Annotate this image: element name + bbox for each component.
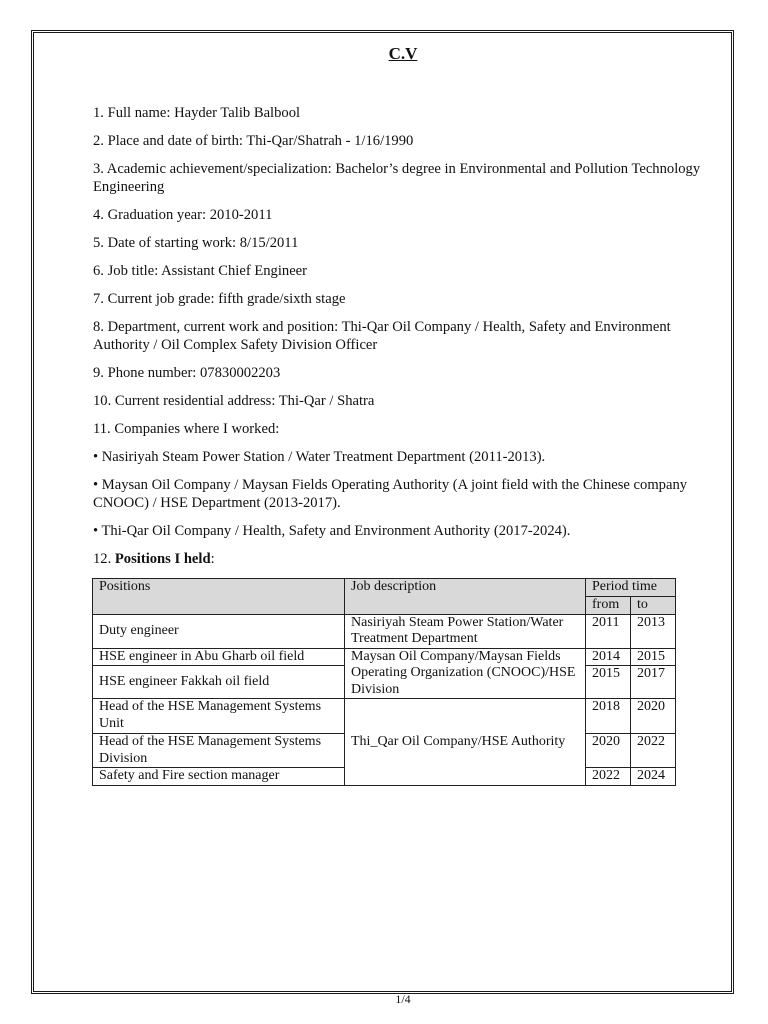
job-description-header: Job description (345, 579, 586, 615)
from-cell: 2011 (586, 614, 631, 648)
birth-item: 2. Place and date of birth: Thi-Qar/Shatrah - 1/16/1990 (93, 133, 414, 149)
companies-heading: 11. Companies where I worked: (93, 421, 280, 437)
position-cell: HSE engineer in Abu Gharb oil field (93, 648, 345, 666)
company-item: • Nasiriyah Steam Power Station / Water Treatment Department (2011-2013). (93, 449, 546, 465)
positions-heading (93, 550, 719, 568)
company-item: • Thi-Qar Oil Company / Health, Safety and Environment Authority (2017-2024). (93, 523, 571, 539)
from-cell: 2022 (586, 768, 631, 786)
from-header: from (586, 596, 631, 614)
phone-item: 9. Phone number: 07830002203 (93, 365, 281, 381)
table-row (93, 648, 676, 666)
position-cell: HSE engineer Fakkah oil field (93, 666, 345, 699)
description-cell: Maysan Oil Company/Maysan Fields Operating Organization (CNOOC)/HSE Division (345, 648, 586, 699)
department-item: 8. Department, current work and position: Thi-Qar Oil Company / Health, Safety and Environment Authority / Oil Complex Safety Division Officer (93, 319, 671, 353)
table-row (93, 699, 676, 734)
to-cell: 2013 (631, 614, 676, 648)
position-cell: Safety and Fire section manager (93, 768, 345, 786)
job-grade-item: 7. Current job grade: fifth grade/sixth stage (93, 291, 346, 307)
position-cell: Duty engineer (93, 614, 345, 648)
full-name-item: 1. Full name: Hayder Talib Balbool (93, 105, 301, 121)
from-cell: 2014 (586, 648, 631, 666)
to-header: to (631, 596, 676, 614)
from-cell: 2020 (586, 734, 631, 768)
positions-heading-prefix: 12. (93, 551, 115, 567)
graduation-item: 4. Graduation year: 2010-2011 (93, 207, 273, 223)
positions-table (92, 578, 676, 786)
positions-header: Positions (93, 579, 345, 615)
from-cell: 2015 (586, 666, 631, 699)
academic-item: 3. Academic achievement/specialization: Bachelor’s degree in Environmental and Pollution Technology Engineering (93, 161, 701, 195)
cv-content (93, 104, 719, 578)
company-item: • Maysan Oil Company / Maysan Fields Operating Authority (A joint field with the Chinese company CNOOC) / HSE Department (2013-2017). (93, 477, 688, 511)
description-cell: Nasiriyah Steam Power Station/Water Treatment Department (345, 614, 586, 648)
start-work-item: 5. Date of starting work: 8/15/2011 (93, 235, 299, 251)
position-cell: Head of the HSE Management Systems Unit (93, 699, 345, 734)
table-header-row (93, 579, 676, 597)
to-cell: 2015 (631, 648, 676, 666)
table-row (93, 614, 676, 648)
from-cell: 2018 (586, 699, 631, 734)
document-title: C.V (388, 44, 418, 63)
description-cell: Thi_Qar Oil Company/HSE Authority (345, 699, 586, 786)
position-cell: Head of the HSE Management Systems Division (93, 734, 345, 768)
to-cell: 2020 (631, 699, 676, 734)
period-time-header: Period time (586, 579, 676, 597)
positions-heading-suffix: : (210, 551, 215, 567)
to-cell: 2017 (631, 666, 676, 699)
to-cell: 2024 (631, 768, 676, 786)
to-cell: 2022 (631, 734, 676, 768)
address-item: 10. Current residential address: Thi-Qar / Shatra (93, 393, 375, 409)
job-title-item: 6. Job title: Assistant Chief Engineer (93, 263, 308, 279)
page-number: 1/4 (395, 992, 411, 1006)
positions-heading-bold: Positions I held (114, 551, 211, 567)
